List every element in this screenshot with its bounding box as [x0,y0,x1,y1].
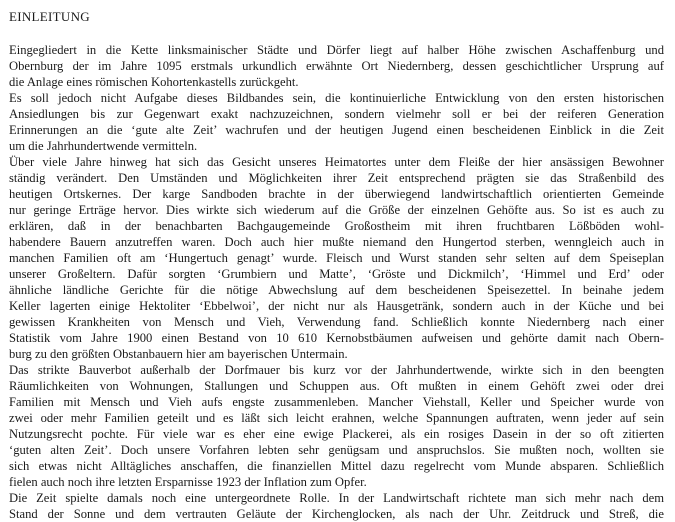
text-line: Nutzungsrecht pochte. Für viele war es eher eine ewige Plackerei, als ein rosiges Dasein in der so oft zitierten [9,427,664,441]
text-line: ‘guten alten Zeit’. Doch unsere Vorfahren lebten sehr genügsam und anspruchslos. Sie mußten noch, wollten sie [9,443,664,457]
text-line: manchen Familien oft am ‘Hungertuch genagt’ wurde. Fleisch und Wurst standen sehr selten auf dem Speiseplan [9,251,664,265]
text-line: sich etwas nicht Alltägliches anschaffen, die finanziellen Mittel dazu regelrecht vom Munde absparen. Schließlich [9,459,664,473]
text-line: Keller lagerten einige Hektoliter ‘Ebbelwoi’, der nicht nur als Hausgetränk, sondern auch in der Küche und bei [9,299,664,313]
text-line: zwei oder mehr Familien geteilt und es läßt sich leicht erahnen, welche Spannungen auftraten, wenn jeder auf sein [9,411,664,425]
text-line: Es soll jedoch nicht Aufgabe dieses Bildbandes sein, die kontinuierliche Entwicklung von den ersten historischen [9,91,664,105]
text-line: fielen auch noch ihre letzten Ersparnisse 1923 der Inflation zum Opfer. [9,475,367,489]
text-line: Die Zeit spielte damals noch eine untergeordnete Rolle. In der Landwirtschaft richtete man sich mehr nach dem [9,491,664,505]
text-line: heutigen Ortskernes. Der karge Sandboden brachte in der überwiegend landwirtschaftlich orientierten Gemeinde [9,187,664,201]
text-line: unserer Großeltern. Dafür sorgten ‘Grumbiern und Matte’, ‘Gröste und Dickmilch’, ‘Himmel und Erd’ oder [9,267,664,281]
text-line: Über viele Jahre hinweg hat sich das Gesicht unseres Heimatortes unter dem Fleiße der hier ansässigen Bewohner [9,155,664,169]
text-line: Obernburg der im Jahre 1095 erstmals urkundlich erwähnte Ort Niedernberg, dessen geschichtlicher Ursprung auf [9,59,664,73]
text-line: Statistik vom Jahre 1900 einen Bestand von 10 610 Kernobstbäumen aufweisen und gehörte damit nach Obern- [9,331,664,345]
text-line: Erinnerungen an die ‘gute alte Zeit’ wachrufen und der heutigen Jugend einen bescheidenen Einblick in die Zeit [9,123,664,137]
text-line: Ansiedlungen bis zur Gegenwart exakt nachzuzeichnen, sondern vielmehr soll er bei der reiferen Generation [9,107,664,121]
text-line: Stand der Sonne und dem vertrauten Geläute der Kirchenglocken, als nach der Uhr. Zeitdruck und Streß, die [9,507,664,521]
text-line: gewissen Krankheiten von Mensch und Vieh, Verwendung fand. Schließlich konnte Niedernberg nach einer [9,315,664,329]
section-heading: EINLEITUNG [9,9,90,24]
text-line: erklären, daß in der benachbarten Bachgaugemeinde Großostheim mit ihren fruchtbaren Lößböden wohl- [9,219,664,233]
text-line: Räumlichkeiten von Wohnungen, Stallungen und Schuppen aus. Oft mußten in einem Gehöft zwei oder drei [9,379,664,393]
text-line: Eingegliedert in die Kette linksmainischer Städte und Dörfer liegt auf halber Höhe zwischen Aschaffenburg und [9,43,664,57]
text-line: um die Jahrhundertwende vermitteln. [9,139,198,153]
text-line: ähnliche ländliche Gerichte für die nötige Abwechslung auf dem bescheidenen Speisezettel. In beinahe jedem [9,283,664,297]
text-line: Das strikte Bauverbot außerhalb der Dorfmauer bis kurz vor der Jahrhundertwende, wirkte sich in den beengten [9,363,664,377]
text-line: nur geringe Erträge hervor. Dies wirkte sich wiederum auf die Größe der einzelnen Gehöfte aus. So ist es auch zu [9,203,664,217]
text-line: burg zu den größten Obstanbauern hier am bayerischen Untermain. [9,347,348,361]
text-line: ständig verändert. Den Umständen und Möglichkeiten ihrer Zeit entsprechend prägten sie das Straßenbild des [9,171,664,185]
text-line: die Anlage eines römischen Kohortenkastells zurückgeht. [9,75,299,89]
text-line: habendere Bauern anzutreffen waren. Doch auch hier mußte niemand den Hungertod sterben, wenngleich auch in [9,235,664,249]
text-line: Familien mit Mensch und Vieh aufs engste zusammenleben. Mancher Viehstall, Keller und Speicher wurde von [9,395,664,409]
